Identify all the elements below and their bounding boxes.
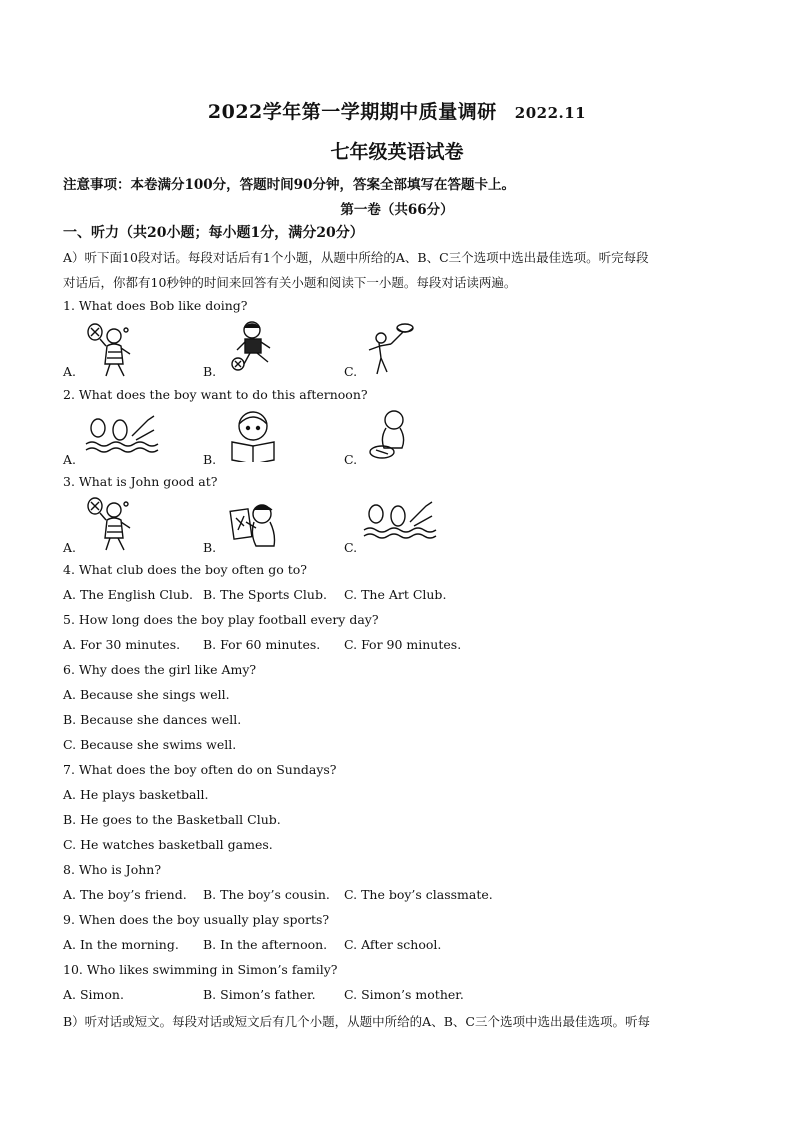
question-2: 2. What does the boy want to do this afternoon? [63,387,368,402]
q10-option-a: A. Simon. [63,987,124,1002]
instruction-b-line1: B）听对话或短文。每段对话或短文后有几个小题，从题中所给的A、B、C三个选项中选出最佳选项。听每 [63,1014,650,1029]
q6-option-a: A. Because she sings well. [63,687,230,702]
question-6: 6. Why does the girl like Amy? [63,662,257,677]
question-7: 7. What does the boy often do on Sundays? [63,762,337,777]
q3-option-c: C. [344,540,358,555]
q7-option-b: B. He goes to the Basketball Club. [63,812,281,827]
question-1: 1. What does Bob like doing? [63,298,248,313]
q5-option-c: C. For 90 minutes. [344,637,462,652]
q10-option-c: C. Simon’s mother. [344,987,464,1002]
swimmers-image [362,496,438,544]
tennis-player-image [86,496,136,552]
q2-option-c: C. [344,452,358,467]
question-9: 9. When does the boy usually play sports? [63,912,330,927]
question-3: 3. What is John good at? [63,474,218,489]
net-catching-image [365,322,415,378]
instruction-a-line2: 对话后，你都有10秒钟的时间来回答有关小题和阅读下一小题。每段对话读两遍。 [63,275,517,290]
q5-option-a: A. For 30 minutes. [63,637,181,652]
q4-option-a: A. The English Club. [63,587,193,602]
football-player-image [228,320,282,372]
exam-date: 2022.11 [514,104,587,122]
exam-title [0,97,794,124]
q7-option-a: A. He plays basketball. [63,787,209,802]
q7-option-c: C. He watches basketball games. [63,837,273,852]
q9-option-b: B. In the afternoon. [203,937,328,952]
q6-option-c: C. Because she swims well. [63,737,237,752]
tennis-player-image [86,322,136,378]
q3-option-b: B. [203,540,217,555]
q1-option-b: B. [203,364,217,379]
question-5: 5. How long does the boy play football every day? [63,612,379,627]
q8-option-c: C. The boy’s classmate. [344,887,493,902]
q1-option-a: A. [63,364,77,379]
instruction-a-line1: A）听下面10段对话。每段对话后有1个小题，从题中所给的A、B、C三个选项中选出最佳选项。听完每段 [63,250,649,265]
exam-subtitle: 七年级英语试卷 [330,141,464,163]
question-8: 8. Who is John? [63,862,162,877]
part-heading: 第一卷（共66分） [340,202,454,218]
q2-option-a: A. [63,452,77,467]
question-4: 4. What club does the boy often go to? [63,562,307,577]
q9-option-c: C. After school. [344,937,442,952]
title-text: 2022学年第一学期期中质量调研 [207,101,497,123]
q6-option-b: B. Because she dances well. [63,712,242,727]
swimmers-image [84,410,160,458]
q8-option-b: B. The boy’s cousin. [203,887,330,902]
q5-option-b: B. For 60 minutes. [203,637,321,652]
q3-option-a: A. [63,540,77,555]
q1-option-c: C. [344,364,358,379]
q9-option-a: A. In the morning. [63,937,179,952]
q2-option-b: B. [203,452,217,467]
q4-option-c: C. The Art Club. [344,587,447,602]
drawing-boy-image [368,408,412,460]
q10-option-b: B. Simon’s father. [203,987,316,1002]
q4-option-b: B. The Sports Club. [203,587,327,602]
notice-text: 注意事项：本卷满分100分，答题时间90分钟，答案全部填写在答题卡上。 [63,177,515,193]
q8-option-a: A. The boy’s friend. [63,887,187,902]
question-10: 10. Who likes swimming in Simon’s family? [63,962,338,977]
painting-boy-image [228,500,280,548]
reading-boy-image [228,408,278,462]
section-title: 一、听力（共20小题；每小题1分，满分20分） [63,225,364,241]
